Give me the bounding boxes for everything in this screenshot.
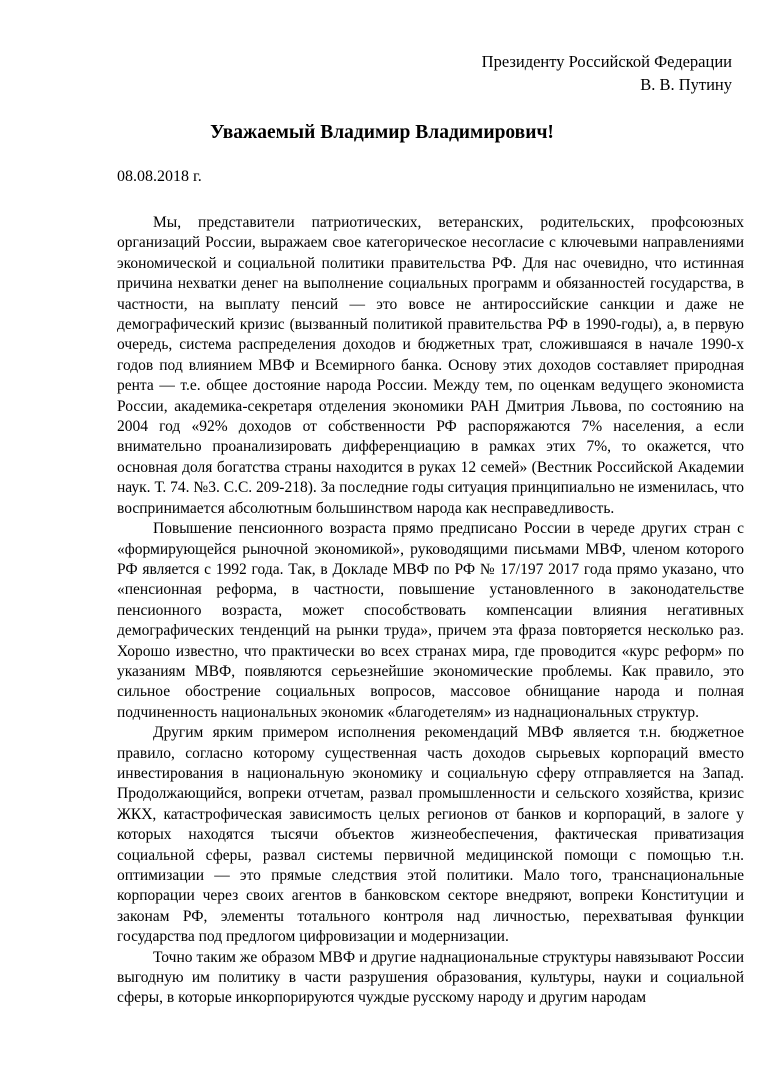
paragraph-1: Мы, представители патриотических, ветеранских, родительских, профсоюзных организаций России, выражаем свое категорическое несогласие с ключевыми направлениями экономической и социальной политики правительства РФ. Для нас очевидно, что истинная причина нехватки денег на выполнение социальных программ и обязанностей государства, в частности, на выплату пенсий — это вовсе не антироссийские санкции и даже не демографический кризис (вызванный политикой правительства РФ в 1990-годы), а, в первую очередь, система распределения доходов и бюджетных трат, сложившаяся в начале 1990-х годов под влиянием МВФ и Всемирного банка. Основу этих доходов составляет природная рента — т.е. общее достояние народа России. Между тем, по оценкам ведущего экономиста России, академика-секретаря отделения экономики РАН Дмитрия Львова, по состоянию на 2004 год «92% доходов от собственности РФ распоряжаются 7% населения, а если внимательно проанализировать дифференциацию в рамках этих 7%, то окажется, что основная доля богатства страны находится в руках 12 семей» (Вестник Российской Академии наук. Т. 74. №3. С.С. 209-218). За последние годы ситуация принципиально не изменилась, что воспринимается абсолютным большинством народа как несправедливость. [117, 214, 744, 517]
letter-body [117, 213, 744, 1009]
paragraph-3: Другим ярким примером исполнения рекомендаций МВФ является т.н. бюджетное правило, согласно которому существенная часть доходов сырьевых корпораций вместо инвестирования в национальную экономику и социальную сферу отправляется на Запад. Продолжающийся, вопреки отчетам, развал промышленности и сельского хозяйства, кризис ЖКХ, катастрофическая зависимость целых регионов от банков и корпораций, в залоге у которых находятся тысячи объектов жизнеобеспечения, фактическая приватизация социальной сферы, развал системы первичной медицинской помощи с помощью т.н. оптимизации — это прямые следствия этой политики. Мало того, транснациональные корпорации через своих агентов в банковском секторе внедряют, вопреки Конституции и законам РФ, элементы тотального контроля над личностью, перехватывая функции государства под предлогом цифровизации и модернизации. [117, 724, 744, 946]
recipient-name: В. В. Путину [640, 75, 732, 94]
salutation-heading: Уважаемый Владимир Владимирович! [210, 122, 554, 143]
letter-date: 08.08.2018 г. [117, 168, 202, 185]
paragraph-2: Повышение пенсионного возраста прямо предписано России в череде других стран с «формирующейся рыночной экономикой», руководящими письмами МВФ, членом которого РФ является с 1992 года. Так, в Докладе МВФ по РФ № 17/197 2017 года прямо указано, что «пенсионная реформа, в частности, повышение установленного в законодательстве пенсионного возраста, может способствовать компенсации влияния негативных демографических тенденций на рынки труда», причем эта фраза повторяется несколько раз. Хорошо известно, что практически во всех странах мира, где проводится «курс реформ» по указаниям МВФ, появляются серьезнейшие экономические проблемы. Как правило, это сильное обострение социальных вопросов, массовое обнищание народа и полная подчиненность национальных экономик «благодетелям» из наднациональных структур. [117, 520, 744, 721]
paragraph-4: Точно таким же образом МВФ и другие наднациональные структуры навязывают России выгодную им политику в части разрушения образования, культуры, науки и социальной сферы, в которые инкорпорируются чуждые русскому народу и другим народам [117, 948, 744, 1007]
recipient-title: Президенту Российской Федерации [481, 52, 732, 71]
recipient-block [0, 50, 732, 96]
